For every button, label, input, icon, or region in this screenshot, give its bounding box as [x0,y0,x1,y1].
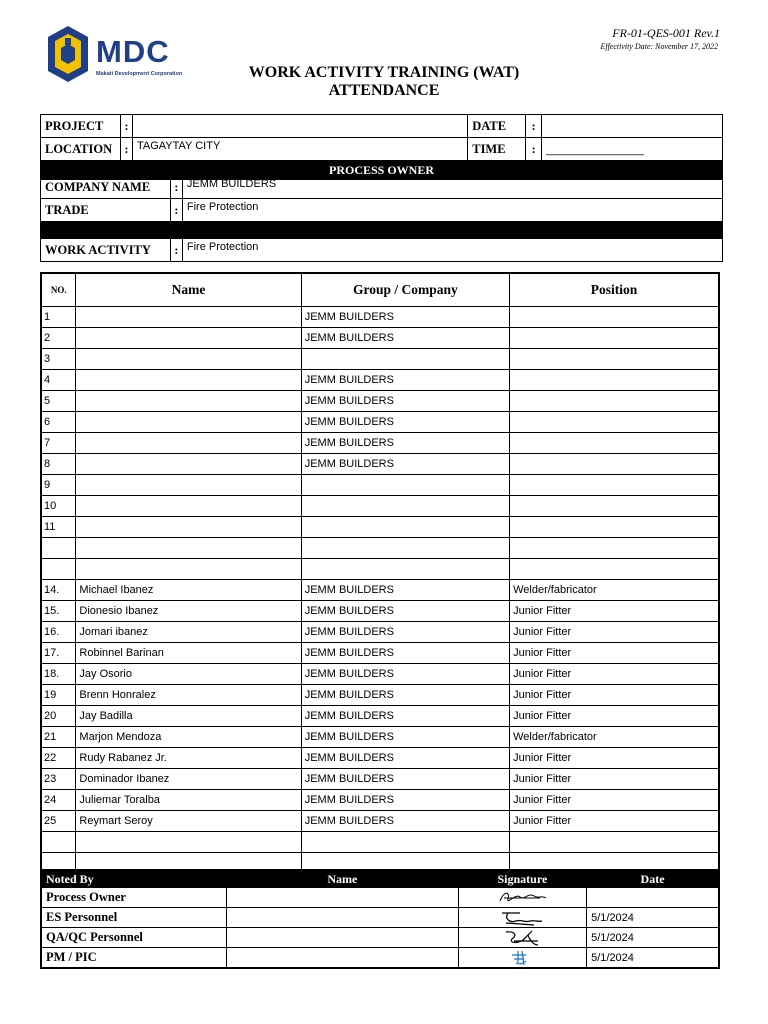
attendance-header-row [41,273,719,307]
participant-name-cell[interactable] [76,559,301,580]
row-number-cell: 2 [41,328,76,349]
position-cell[interactable] [510,517,719,538]
signoff-header-noted-by: Noted By [41,870,227,888]
participant-name-cell[interactable]: Jay Badilla [76,706,301,727]
participant-name-cell[interactable] [76,307,301,328]
position-cell[interactable]: Junior Fitter [510,748,719,769]
participant-name-cell[interactable] [76,433,301,454]
group-company-cell[interactable]: JEMM BUILDERS [301,580,509,601]
location-colon: : [120,138,132,161]
group-company-cell[interactable]: JEMM BUILDERS [301,454,509,475]
brand-subtitle: Makati Development Corporation [96,71,183,77]
signature-field[interactable] [458,928,586,948]
signoff-date-field[interactable] [587,888,719,908]
position-cell[interactable] [510,832,719,853]
position-cell[interactable] [510,433,719,454]
group-company-cell[interactable]: JEMM BUILDERS [301,601,509,622]
group-company-cell[interactable]: JEMM BUILDERS [301,790,509,811]
time-colon: : [526,138,542,161]
attendance-row [41,643,719,664]
attendance-row [41,622,719,643]
attendance-row [41,601,719,622]
position-cell[interactable] [510,349,719,370]
page-title: WORK ACTIVITY TRAINING (WAT) [248,64,520,81]
attendance-row [41,349,719,370]
row-number-cell: 18. [41,664,76,685]
time-label: TIME [468,138,526,161]
participant-name-cell[interactable]: Juliemar Toralba [76,790,301,811]
process-owner-table [40,175,723,262]
signoff-table [40,869,720,969]
attendance-row [41,307,719,328]
project-field[interactable] [132,115,467,138]
document-code: FR-01-QES-001 Rev.1 [612,26,720,40]
signature-mark-4-icon [494,949,550,967]
location-field[interactable]: TAGAYTAY CITY [132,138,467,161]
group-company-cell[interactable]: JEMM BUILDERS [301,685,509,706]
column-header-name: Name [76,273,301,307]
row-number-cell: 14. [41,580,76,601]
attendance-row [41,328,719,349]
row-number-cell: 22 [41,748,76,769]
group-company-cell[interactable] [301,349,509,370]
participant-name-cell[interactable] [76,412,301,433]
position-cell[interactable]: Junior Fitter [510,601,719,622]
row-number-cell: 11 [41,517,76,538]
group-company-cell[interactable]: JEMM BUILDERS [301,748,509,769]
signature-mark-3-icon [494,929,550,947]
participant-name-cell[interactable]: Jay Osorio [76,664,301,685]
group-company-cell[interactable]: JEMM BUILDERS [301,664,509,685]
position-cell[interactable]: Junior Fitter [510,706,719,727]
position-cell[interactable] [510,328,719,349]
group-company-cell[interactable]: JEMM BUILDERS [301,706,509,727]
signoff-date-field[interactable]: 5/1/2024 [587,948,719,969]
group-company-cell[interactable]: JEMM BUILDERS [301,391,509,412]
group-company-cell[interactable]: JEMM BUILDERS [301,811,509,832]
group-company-cell[interactable]: JEMM BUILDERS [301,643,509,664]
attendance-row [41,811,719,832]
signoff-role: ES Personnel [41,908,227,928]
signoff-date-field[interactable]: 5/1/2024 [587,928,719,948]
participant-name-cell[interactable]: Dionesio Ibanez [76,601,301,622]
row-number-cell: 6 [41,412,76,433]
company-colon: : [170,176,182,199]
trade-label: TRADE [41,199,171,222]
signoff-name-field[interactable] [227,928,459,948]
position-cell[interactable] [510,496,719,517]
brand-text: MDC [96,34,170,69]
attendance-row [41,496,719,517]
location-label: LOCATION [41,138,121,161]
group-company-cell[interactable]: JEMM BUILDERS [301,622,509,643]
position-cell[interactable]: Welder/fabricator [510,727,719,748]
participant-name-cell[interactable] [76,328,301,349]
group-company-cell[interactable] [301,559,509,580]
signoff-name-field[interactable] [227,908,459,928]
row-number-cell: 9 [41,475,76,496]
row-number-cell: 5 [41,391,76,412]
attendance-row [41,664,719,685]
participant-name-cell[interactable]: Brenn Honralez [76,685,301,706]
column-header-no: NO. [41,273,76,307]
signature-mark-1-icon [494,889,550,907]
process-owner-heading: PROCESS OWNER [41,161,723,180]
column-header-group: Group / Company [301,273,509,307]
position-cell[interactable] [510,538,719,559]
row-number-cell: 23 [41,769,76,790]
attendance-row [41,727,719,748]
row-number-cell [41,538,76,559]
row-number-cell: 17. [41,643,76,664]
attendance-table [40,272,720,875]
position-cell[interactable]: Junior Fitter [510,622,719,643]
position-cell[interactable] [510,412,719,433]
work-activity-label: WORK ACTIVITY [41,239,171,262]
participant-name-cell[interactable] [76,370,301,391]
group-company-cell[interactable]: JEMM BUILDERS [301,370,509,391]
group-company-cell[interactable] [301,538,509,559]
signoff-role: PM / PIC [41,948,227,969]
group-company-cell[interactable]: JEMM BUILDERS [301,328,509,349]
trade-colon: : [170,199,182,222]
position-cell[interactable] [510,475,719,496]
work-activity-colon: : [170,239,182,262]
participant-name-cell[interactable] [76,454,301,475]
group-company-cell[interactable]: JEMM BUILDERS [301,727,509,748]
participant-name-cell[interactable]: Marjon Mendoza [76,727,301,748]
row-number-cell: 19 [41,685,76,706]
row-number-cell: 4 [41,370,76,391]
row-number-cell: 24 [41,790,76,811]
signoff-row [41,928,719,948]
row-number-cell: 10 [41,496,76,517]
attendance-row [41,412,719,433]
row-number-cell [41,559,76,580]
project-info-table [40,114,723,180]
signoff-row [41,908,719,928]
position-cell[interactable]: Junior Fitter [510,811,719,832]
position-cell[interactable]: Junior Fitter [510,769,719,790]
participant-name-cell[interactable]: Robinnel Barinan [76,643,301,664]
group-company-cell[interactable]: JEMM BUILDERS [301,412,509,433]
project-colon: : [120,115,132,138]
attendance-row [41,790,719,811]
company-name-label: COMPANY NAME [41,176,171,199]
position-cell[interactable] [510,559,719,580]
position-cell[interactable]: Junior Fitter [510,685,719,706]
divider-bar [41,222,723,239]
signoff-row [41,888,719,908]
signoff-role: Process Owner [41,888,227,908]
position-cell[interactable]: Junior Fitter [510,790,719,811]
position-cell[interactable] [510,370,719,391]
position-cell[interactable]: Junior Fitter [510,664,719,685]
row-number-cell: 20 [41,706,76,727]
attendance-row [41,538,719,559]
page-subtitle: ATTENDANCE [328,82,440,99]
attendance-row [41,706,719,727]
attendance-row [41,370,719,391]
participant-name-cell[interactable] [76,832,301,853]
participant-name-cell[interactable]: Jomari ibanez [76,622,301,643]
group-company-cell[interactable]: JEMM BUILDERS [301,433,509,454]
signature-field[interactable] [458,908,586,928]
signoff-name-field[interactable] [227,948,459,969]
attendance-row [41,433,719,454]
participant-name-cell[interactable] [76,538,301,559]
attendance-row [41,517,719,538]
attendance-row [41,475,719,496]
row-number-cell: 25 [41,811,76,832]
row-number-cell: 3 [41,349,76,370]
signature-mark-2-icon [494,909,550,927]
participant-name-cell[interactable] [76,475,301,496]
attendance-row [41,454,719,475]
signoff-header-row [41,870,719,888]
signature-field[interactable] [458,948,586,969]
effectivity-date: Effectivity Date: November 17, 2022 [600,42,718,51]
attendance-row [41,580,719,601]
attendance-row [41,748,719,769]
position-cell[interactable] [510,391,719,412]
time-field[interactable]: ________________ [542,138,723,161]
group-company-cell[interactable]: JEMM BUILDERS [301,769,509,790]
date-colon: : [526,115,542,138]
project-label: PROJECT [41,115,121,138]
group-company-cell[interactable] [301,832,509,853]
group-company-cell[interactable]: JEMM BUILDERS [301,307,509,328]
participant-name-cell[interactable] [76,391,301,412]
column-header-position: Position [510,273,719,307]
participant-name-cell[interactable]: Michael Ibanez [76,580,301,601]
attendance-row [41,832,719,853]
participant-name-cell[interactable]: Dominador Ibanez [76,769,301,790]
row-number-cell: 8 [41,454,76,475]
date-label: DATE [468,115,526,138]
position-cell[interactable] [510,307,719,328]
row-number-cell [41,832,76,853]
attendance-row [41,391,719,412]
work-activity-field[interactable]: Fire Protection [182,239,722,262]
company-name-field[interactable]: JEMM BUILDERS [182,176,722,199]
group-company-cell[interactable] [301,517,509,538]
trade-field[interactable]: Fire Protection [182,199,722,222]
signoff-date-field[interactable]: 5/1/2024 [587,908,719,928]
signoff-row [41,948,719,969]
participant-name-cell[interactable]: Reymart Seroy [76,811,301,832]
signoff-header-signature: Signature [458,870,586,888]
attendance-row [41,559,719,580]
signoff-name-field[interactable] [227,888,459,908]
position-cell[interactable]: Junior Fitter [510,643,719,664]
date-field[interactable] [542,115,723,138]
row-number-cell: 15. [41,601,76,622]
attendance-row [41,685,719,706]
position-cell[interactable] [510,454,719,475]
group-company-cell[interactable] [301,496,509,517]
row-number-cell: 16. [41,622,76,643]
group-company-cell[interactable] [301,475,509,496]
participant-name-cell[interactable] [76,349,301,370]
row-number-cell: 21 [41,727,76,748]
row-number-cell: 1 [41,307,76,328]
participant-name-cell[interactable]: Rudy Rabanez Jr. [76,748,301,769]
position-cell[interactable]: Welder/fabricator [510,580,719,601]
signature-field[interactable] [458,888,586,908]
signoff-header-date: Date [587,870,719,888]
participant-name-cell[interactable] [76,496,301,517]
participant-name-cell[interactable] [76,517,301,538]
attendance-row [41,769,719,790]
row-number-cell: 7 [41,433,76,454]
signoff-role: QA/QC Personnel [41,928,227,948]
signoff-header-name: Name [227,870,459,888]
